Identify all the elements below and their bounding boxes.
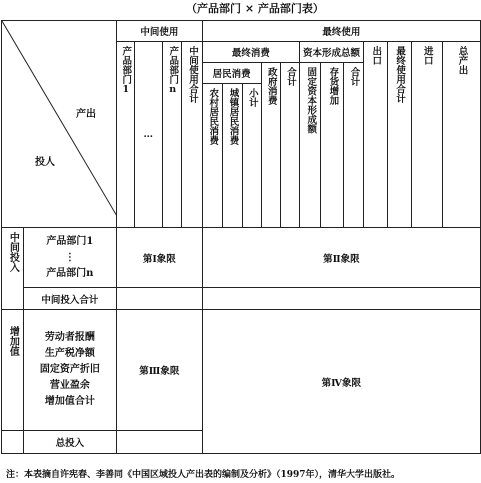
row-vdots: ⋮ [64,251,75,263]
corner-cell [2,21,117,228]
header-government-consumption: 政府消费 [261,63,280,228]
row-labels-depts [23,228,116,288]
quadrant-3-total-row [117,431,203,454]
table-title: （产品部门 × 产品部门表） [186,2,324,15]
table-footnote: 注：本表摘自许宪春、李善同《中国区域投人产出表的编制及分析》（1997年），清华大学出版社。 [6,470,401,480]
header-urban-household: 城镇居民消费 [222,84,242,228]
header-final-consumption: 最终消费 [202,42,300,63]
header-product-dept-1: 产品部门1 [117,42,134,228]
header-capital-formation: 资本形成总额 [300,42,364,63]
quadrant-1: 第Ⅰ象限 [117,228,203,288]
header-household-subtotal: 小计 [243,84,261,228]
row-total-input-blank [2,431,24,454]
row-depreciation: 固定资产折旧 [39,364,100,375]
header-final-use-total: 最终使用合计 [387,42,411,228]
header-final-use: 最终使用 [202,21,480,42]
row-operating-surplus: 营业盈余 [49,380,90,391]
row-group-intermediate-input: 中间投入 [2,228,24,310]
row-dept-1: 产品部门1 [46,235,94,247]
row-intermediate-input-total: 中间投入合计 [23,288,116,310]
header-ellipsis: … [134,42,163,228]
quadrant-3: 第Ⅲ象限 [117,310,203,431]
row-net-production-tax: 生产税净额 [44,348,95,359]
header-household-consumption: 居民消费 [202,63,261,84]
header-imports: 进口 [411,42,442,228]
row-labels-value-added [23,310,116,431]
header-exports: 出口 [363,42,387,228]
header-intermediate-use-total: 中间使用合计 [182,42,202,228]
header-product-dept-n: 产品部门n [163,42,182,228]
row-total-input: 总投入 [23,431,116,454]
quadrant-2: 第Ⅱ象限 [202,228,480,288]
header-fixed-capital: 固定资本形成额 [300,63,321,228]
header-inventory: 存货增加 [321,63,344,228]
header-capital-total: 合计 [344,63,363,228]
quadrant-2-total-row [202,288,480,310]
quadrant-1-total-row [117,288,203,310]
row-dept-n: 产品部门n [46,267,94,279]
corner-output-label: 产出 [76,109,96,120]
corner-input-label: 投人 [35,157,55,168]
header-consumption-total: 合计 [280,63,299,228]
header-rural-household: 农村居民消费 [202,84,222,228]
row-value-added-total: 增加值合计 [44,396,95,407]
row-labor-compensation: 劳动者报酬 [44,332,95,343]
quadrant-4: 第Ⅳ象限 [202,310,480,454]
header-total-output: 总产出 [443,42,481,228]
row-group-value-added: 增加值 [2,310,24,431]
input-output-table [1,20,481,454]
header-intermediate-use: 中间使用 [117,21,203,42]
corner-diagonal [2,21,117,228]
